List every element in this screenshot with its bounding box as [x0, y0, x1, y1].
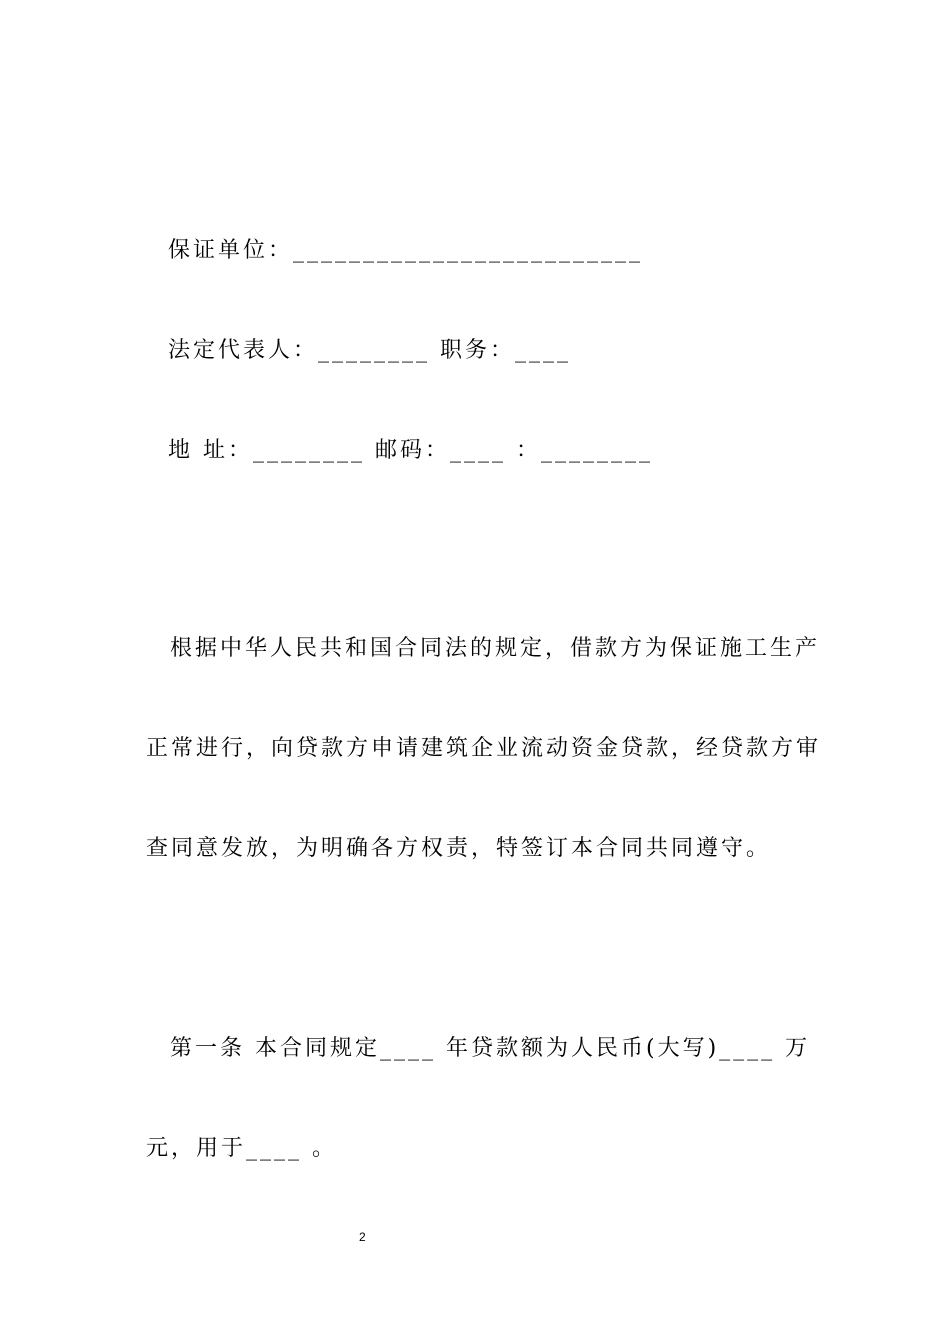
address-line: 地 址：________ 邮码：____ ：________	[168, 438, 653, 463]
article-one-line-2: 元，用于____ 。	[146, 1136, 337, 1161]
legal-representative-line: 法定代表人：________ 职务：____	[168, 338, 571, 363]
preamble-line-3: 查同意发放，为明确各方权责，特签订本合同共同遵守。	[146, 836, 772, 861]
guarantor-unit-line: 保证单位：_________________________	[168, 238, 644, 263]
article-one-line-1: 第一条 本合同规定____ 年贷款额为人民币(大写)____ 万	[170, 1036, 811, 1061]
preamble-line-2: 正常进行，向贷款方申请建筑企业流动资金贷款，经贷款方审	[146, 736, 822, 761]
preamble-line-1: 根据中华人民共和国合同法的规定，借款方为保证施工生产	[170, 636, 821, 661]
page-number: 2	[359, 1230, 366, 1244]
